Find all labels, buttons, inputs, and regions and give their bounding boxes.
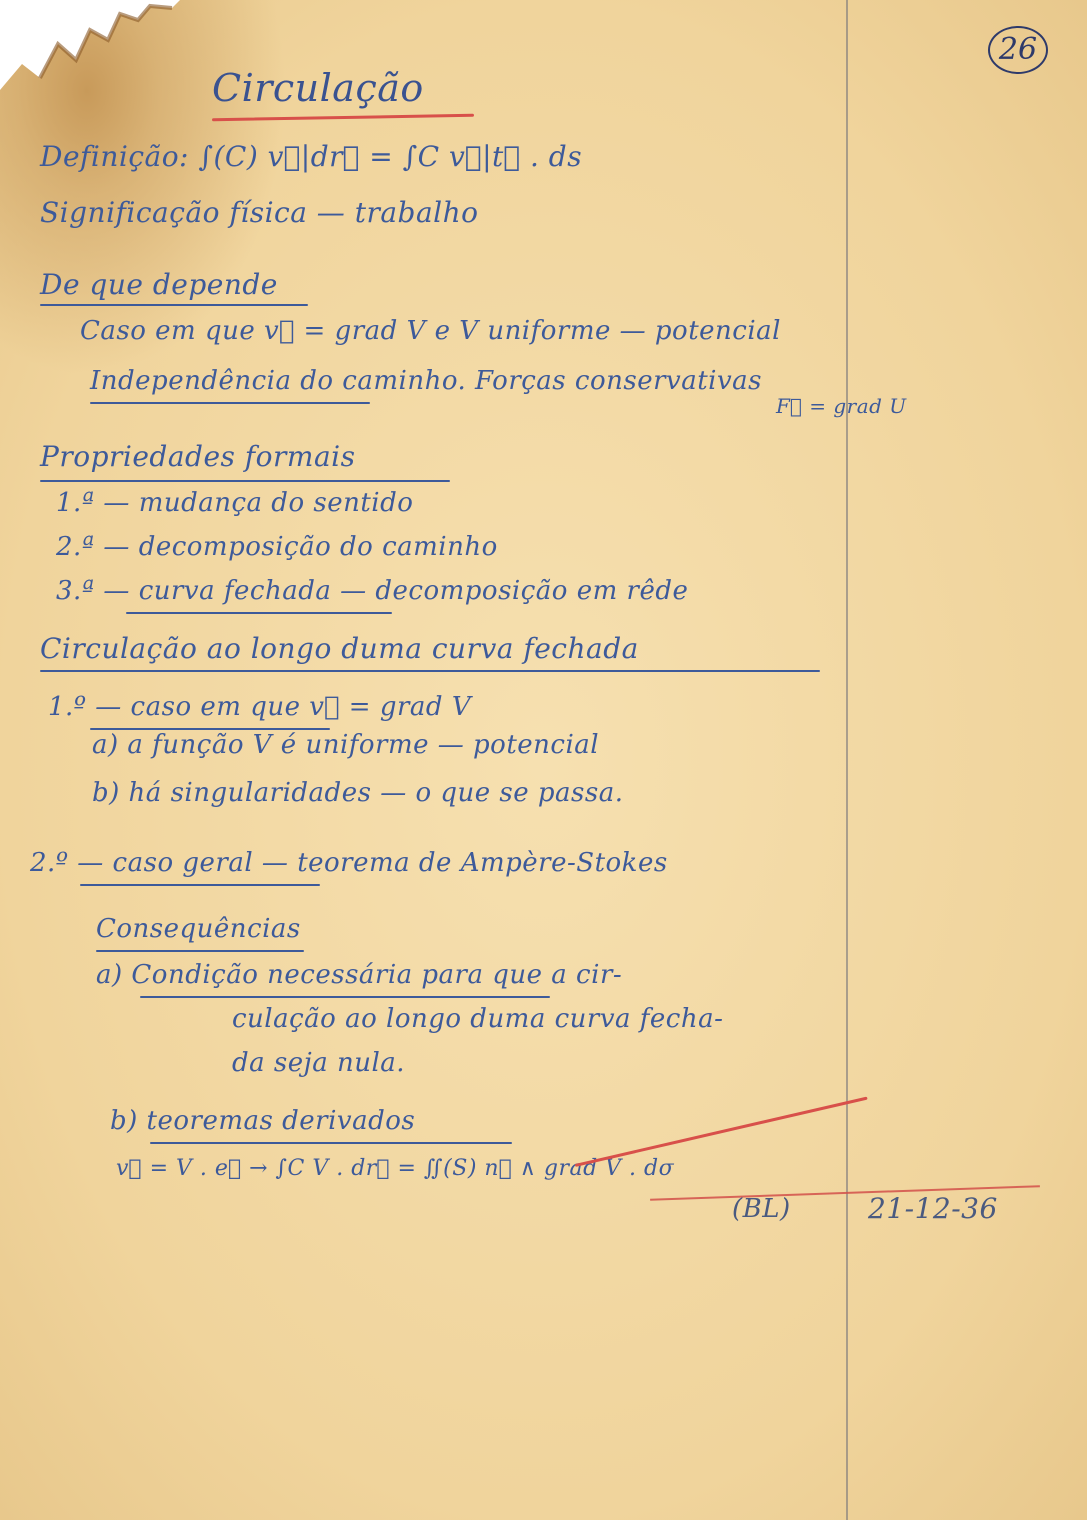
line-cons-a2: culação ao longo duma curva fecha- (232, 1004, 724, 1034)
underline-condicao (140, 996, 550, 998)
signature-initials: (BL) (732, 1194, 791, 1224)
torn-corner (0, 0, 180, 100)
underline-caso-geral (80, 884, 320, 886)
line-consequencias: Consequências (96, 914, 301, 944)
title-underline (212, 114, 474, 122)
line-caso-2: 2.º — caso geral — teorema de Ampère-Stokes (30, 848, 668, 878)
underline-teoremas (150, 1142, 512, 1144)
line-de-que-depende: De que depende (40, 268, 278, 301)
underline-consequencias (96, 950, 304, 952)
line-significacao: Significação física — trabalho (40, 196, 479, 229)
line-prop-1: 1.ª — mudança do sentido (56, 488, 414, 518)
line-caso-1b: b) há singularidades — o que se passa. (92, 778, 624, 808)
line-prop-2: 2.ª — decomposição do caminho (56, 532, 498, 562)
page-title: Circulação (212, 66, 424, 110)
line-definicao: Definição: ∫(C) v⃗|dr⃗ = ∫C v⃗|t⃗ . ds (40, 140, 583, 173)
line-caso-1: 1.º — caso em que v⃗ = grad V (48, 692, 472, 722)
underline-propriedades (40, 480, 450, 482)
margin-line (846, 0, 848, 1520)
underline-independencia (90, 402, 370, 404)
line-prop-3: 3.ª — curva fechada — decomposição em rêde (56, 576, 689, 606)
underline-de-que-depende (40, 304, 308, 306)
underline-curva-fechada (126, 612, 392, 614)
line-independencia: Independência do caminho. Forças conservativas (90, 366, 763, 396)
underline-circulacao-curva (40, 670, 820, 672)
line-propriedades: Propriedades formais (40, 440, 356, 473)
page-number: 26 (988, 26, 1048, 74)
line-circulacao-curva: Circulação ao longo duma curva fechada (40, 632, 639, 665)
line-cons-a1: a) Condição necessária para que a cir- (96, 960, 623, 990)
line-caso-grad: Caso em que v⃗ = grad V e V uniforme — potencial (80, 316, 781, 346)
line-caso-1a: a) a função V é uniforme — potencial (92, 730, 600, 760)
line-formula: v⃗ = V . e⃗ → ∫C V . dr⃗ = ∬(S) n⃗ ∧ grad V . dσ (116, 1156, 675, 1181)
signature-date: 21-12-36 (868, 1192, 998, 1225)
red-correction-stroke (575, 1097, 868, 1167)
line-cons-a3: da seja nula. (232, 1048, 406, 1078)
line-forca-grad: F⃗ = grad U (776, 394, 907, 418)
line-cons-b: b) teoremas derivados (110, 1106, 416, 1136)
